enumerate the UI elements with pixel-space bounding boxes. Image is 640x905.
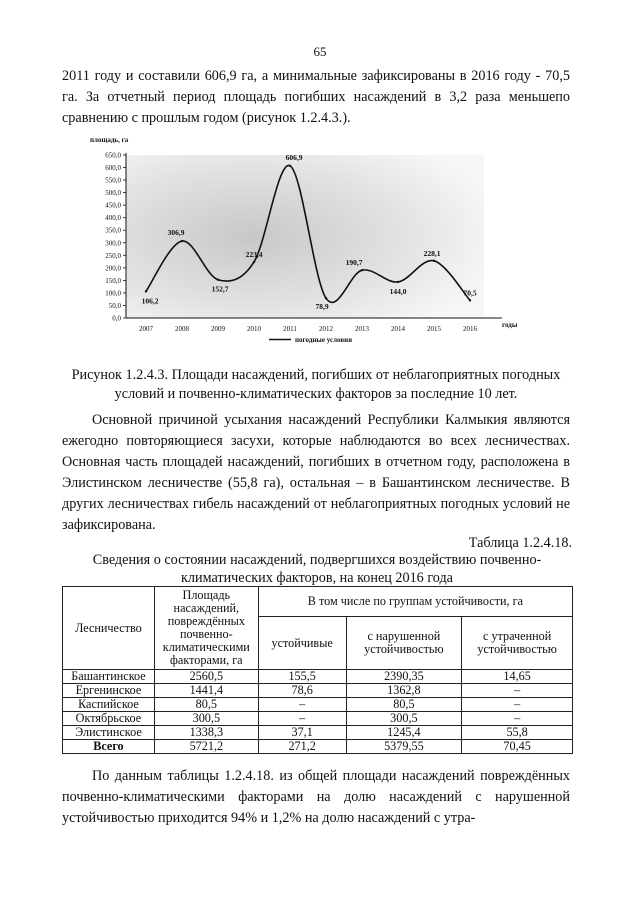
paragraph-table-analysis: По данным таблицы 1.2.4.18. из общей площади насаждений повреждённых почвенно-климатическими факторами на долю насаждений с нарушенной устойчивостью приходится 94% и 1,2% на долю насаждений с утра- [62,768,570,826]
data-label: 106,2 [141,296,159,306]
y-tick-label: 400,0 [105,214,121,223]
x-tick-label: 2011 [283,325,297,333]
header-forestry: Лесничество [63,587,155,670]
x-tick-label: 2014 [391,325,405,333]
x-tick-label: 2013 [355,325,369,333]
cell-lost: 14,65 [462,670,573,684]
table-total-row [63,740,573,754]
table-title: Сведения о состоянии насаждений, подвергшихся воздействию почвенно-климатических факторов, на конец 2016 года [92,552,542,586]
y-tick-label: 200,0 [105,264,121,273]
cell-lost: 55,8 [462,726,573,740]
data-point [181,240,183,242]
y-tick-label: 100,0 [105,289,121,298]
y-tick-label: 650,0 [105,151,121,160]
header-stable: устойчивые [258,617,346,670]
cell-area: 300,5 [154,712,258,726]
y-tick-label: 450,0 [105,201,121,210]
data-point [469,299,471,301]
legend-label: погодные условия [295,336,352,344]
cell-total-disturbed: 5379,55 [346,740,462,754]
table-label: Таблица 1.2.4.18. [468,535,572,551]
cell-disturbed: 80,5 [346,698,462,712]
data-label: 306,9 [167,228,185,238]
cell-total-stable: 271,2 [258,740,346,754]
cell-area: 80,5 [154,698,258,712]
x-axis-title: годы [502,321,518,329]
figure-caption: Рисунок 1.2.4.3. Площади насаждений, погибших от неблагоприятных погодных условий и почвенно-климатических факторов за последние 10 лет. [71,367,561,402]
cell-stable: 78,6 [258,684,346,698]
y-tick-label: 0,0 [112,314,121,323]
x-tick-label: 2009 [211,325,225,333]
data-label: 152,7 [211,284,229,294]
cell-total-lost: 70,45 [462,740,573,754]
cell-stable: 155,5 [258,670,346,684]
data-label: 606,9 [285,152,303,162]
x-tick-label: 2007 [139,325,153,333]
data-label: 228,1 [423,248,441,258]
paragraph-intro: 2011 году и составили 606,9 га, а минимальные зафиксированы в 2016 году - 70,5 га. За отчетный период площадь погибших насаждений в 3,2 раза меньшепо сравнению с прошлым годом (рисунок 1.2.4.3.). [62,68,570,126]
cell-total-area: 5721,2 [154,740,258,754]
paragraph-main-cause: Основной причиной усыхания насаждений Республики Калмыкия являются ежегодно повторяющиеся засухи, которые наблюдаются во всех лесничествах. Основная часть площадей насаждений, погибших в отчетном году, расположена в Элистинском лесничестве (55,8 га), остальная – в Башантинском лесничестве. В других лесничествах гибель насаждений от неблагоприятных погодных условий не зафиксирована. [62,412,570,533]
cell-area: 1441,4 [154,684,258,698]
table-row [63,670,573,684]
data-point [361,269,363,271]
y-axis-title: площадь, га [90,136,129,144]
data-point [433,260,435,262]
line-chart [88,128,534,362]
x-tick-label: 2016 [463,325,477,333]
cell-forestry: Каспийское [63,698,155,712]
table-row [63,712,573,726]
y-tick-label: 500,0 [105,189,121,198]
cell-lost: – [462,698,573,712]
header-lost: с утраченной устойчивостью [462,617,573,670]
table-row [63,698,573,712]
header-damaged-area: Площадь насаждений, повреждённых почвенно-климатическими факторами, га [154,587,258,670]
page-number: 65 [313,44,327,59]
data-point [397,281,399,283]
cell-area: 2560,5 [154,670,258,684]
cell-disturbed: 1362,8 [346,684,462,698]
cell-forestry: Ергенинское [63,684,155,698]
cell-forestry: Элистинское [63,726,155,740]
y-tick-label: 550,0 [105,176,121,185]
data-point [145,290,147,292]
data-label: 190,7 [345,258,363,268]
y-tick-label: 250,0 [105,251,121,260]
data-label: 144,0 [389,286,407,296]
chart-svg [88,128,534,362]
cell-total-label: Всего [63,740,155,754]
y-tick-label: 50,0 [108,301,121,310]
data-label: 223,4 [245,249,263,259]
cell-stable: 37,1 [258,726,346,740]
cell-forestry: Башантинское [63,670,155,684]
table-row [63,684,573,698]
data-point [253,261,255,263]
y-tick-label: 600,0 [105,164,121,173]
data-point [217,279,219,281]
cell-area: 1338,3 [154,726,258,740]
cell-stable: – [258,712,346,726]
x-tick-label: 2010 [247,325,261,333]
y-tick-label: 300,0 [105,239,121,248]
table-row [63,726,573,740]
x-tick-label: 2008 [175,325,189,333]
forest-damage-table [62,586,573,754]
data-label: 78,9 [315,302,329,312]
cell-lost: – [462,684,573,698]
header-stability-groups: В том числе по группам устойчивости, га [258,587,572,617]
cell-disturbed: 300,5 [346,712,462,726]
cell-disturbed: 1245,4 [346,726,462,740]
y-tick-label: 350,0 [105,226,121,235]
y-tick-label: 150,0 [105,276,121,285]
x-tick-label: 2015 [427,325,441,333]
x-tick-label: 2012 [319,325,333,333]
cell-forestry: Октябрьское [63,712,155,726]
cell-stable: – [258,698,346,712]
cell-disturbed: 2390,35 [346,670,462,684]
header-disturbed: с нарушенной устойчивостью [346,617,462,670]
data-point [289,165,291,167]
data-point [325,297,327,299]
cell-lost: – [462,712,573,726]
data-label: 70,5 [463,288,477,298]
